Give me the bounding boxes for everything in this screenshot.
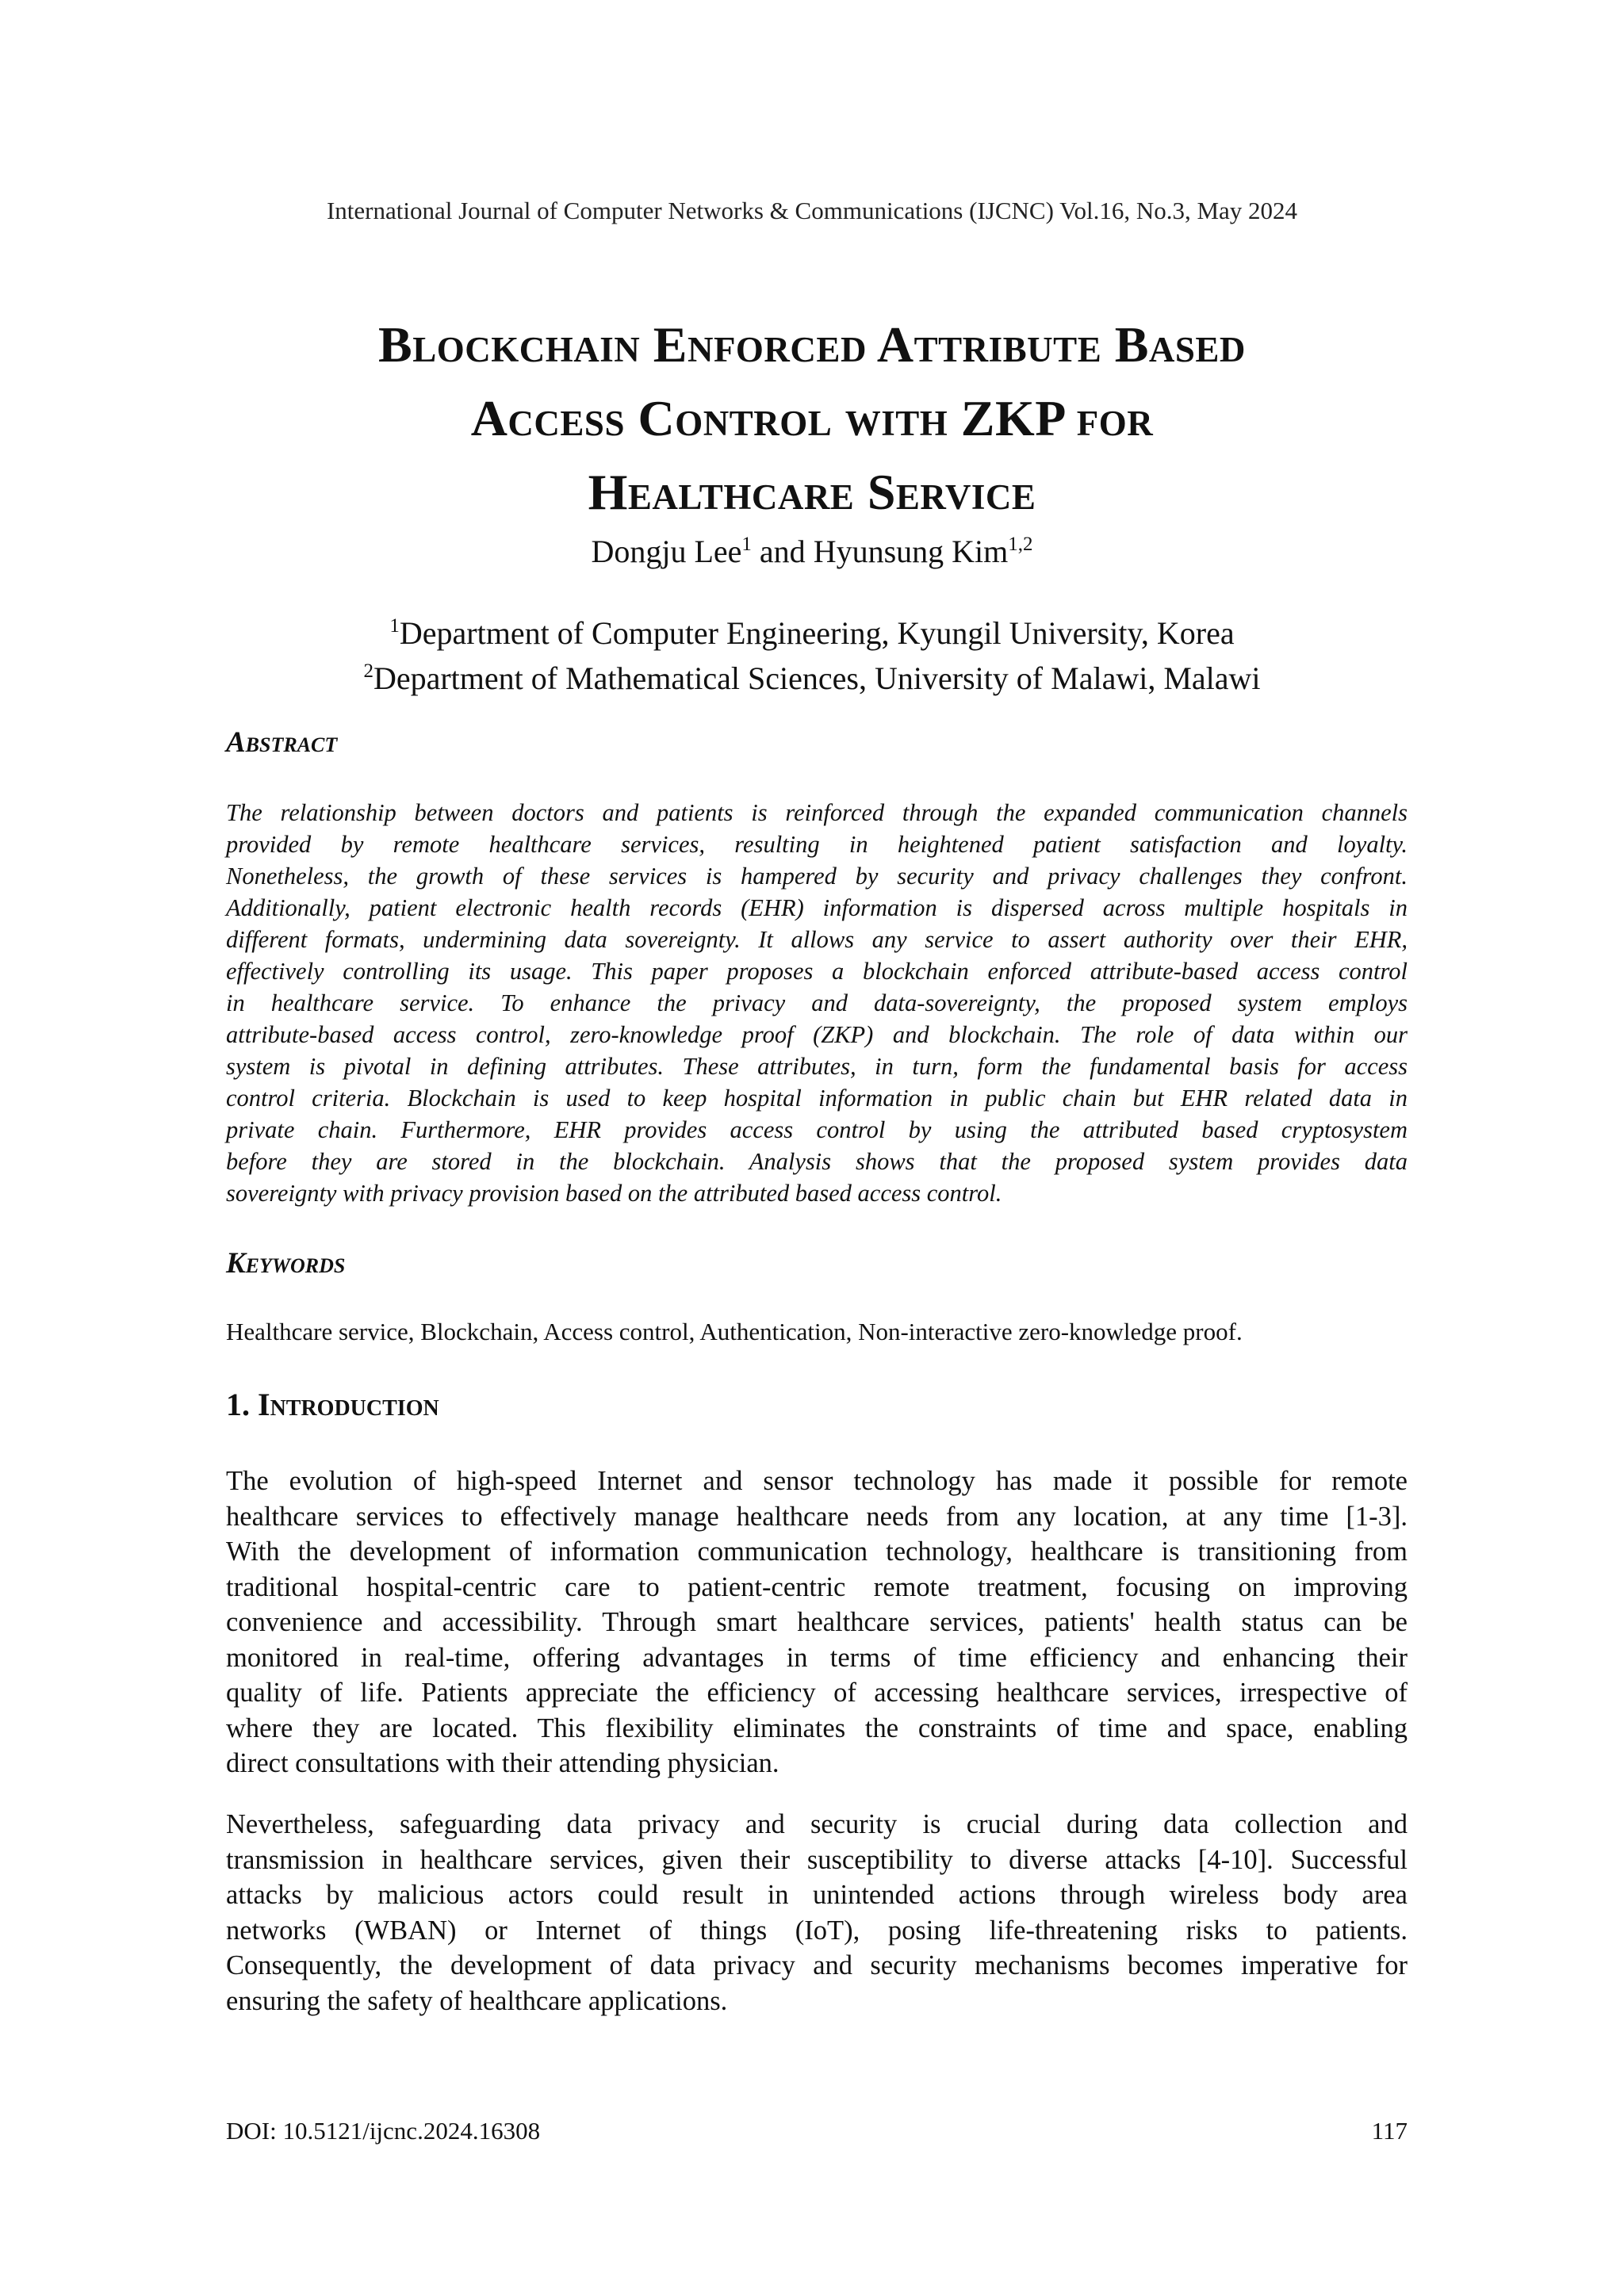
body-line: healthcare services to effectively manage healthcare needs from any location, at any time [1-3]. [226, 1501, 1408, 1532]
body-paragraph [226, 1807, 1408, 2019]
paper-title [143, 308, 1481, 529]
body-line: Consequently, the development of data privacy and security mechanisms becomes imperative for [226, 1950, 1408, 1980]
abstract-line: different formats, undermining data sovereignty. It allows any service to assert authority over their EHR, [226, 926, 1408, 953]
body-line: quality of life. Patients appreciate the efficiency of accessing healthcare services, irrespective of [226, 1678, 1408, 1708]
page-number: 117 [1371, 2117, 1408, 2145]
title-line: Access Control with ZKP for [470, 390, 1154, 446]
abstract-line: sovereignty with privacy provision based on the attributed based access control. [226, 1180, 1002, 1207]
author-affiliation-marker: 1,2 [1008, 534, 1033, 555]
body-line: The evolution of high-speed Internet and sensor technology has made it possible for remote [226, 1466, 1408, 1496]
body-line: where they are located. This flexibility eliminates the constraints of time and space, enabling [226, 1712, 1408, 1743]
author-name: Hyunsung Kim [813, 534, 1009, 569]
abstract-line: system is pivotal in defining attributes. These attributes, in turn, form the fundamental basis for access [226, 1053, 1408, 1080]
abstract-line: in healthcare service. To enhance the privacy and data-sovereignty, the proposed system employs [226, 989, 1408, 1016]
affiliation-text: Department of Computer Engineering, Kyungil University, Korea [399, 615, 1235, 651]
affiliations [0, 607, 1624, 698]
body-line: networks (WBAN) or Internet of things (IoT), posing life-threatening risks to patients. [226, 1915, 1408, 1946]
keywords-text: Healthcare service, Blockchain, Access control, Authentication, Non-interactive zero-knowledge proof. [226, 1318, 1243, 1345]
body-line: convenience and accessibility. Through smart healthcare services, patients' health status can be [226, 1607, 1408, 1637]
abstract-line: before they are stored in the blockchain. Analysis shows that the proposed system provides data [226, 1148, 1408, 1175]
affiliation-marker: 1 [389, 615, 400, 637]
author-list [0, 533, 1624, 570]
abstract-line: The relationship between doctors and patients is reinforced through the expanded communication channels [226, 799, 1408, 826]
affiliation [0, 607, 1624, 652]
abstract-heading: Abstract [226, 726, 338, 759]
body-line: transmission in healthcare services, given their susceptibility to diverse attacks [4-10]. Successful [226, 1844, 1408, 1875]
abstract-line: control criteria. Blockchain is used to keep hospital information in public chain but EHR related data in [226, 1085, 1408, 1112]
title-line: Healthcare Service [588, 464, 1036, 520]
keywords-heading: Keywords [226, 1247, 346, 1280]
running-header: International Journal of Computer Networks & Communications (IJCNC) Vol.16, No.3, May 2024 [326, 197, 1298, 224]
abstract-line: provided by remote healthcare services, resulting in heightened patient satisfaction and loyalty. [226, 831, 1408, 858]
author-name: Dongju Lee [591, 534, 742, 569]
body-line: ensuring the safety of healthcare applications. [226, 1985, 728, 2016]
author-connector: and [751, 534, 814, 569]
body-line: direct consultations with their attending physician. [226, 1748, 779, 1778]
abstract-line: private chain. Furthermore, EHR provides access control by using the attributed based cryptosystem [226, 1116, 1408, 1143]
body-line: traditional hospital-centric care to patient-centric remote treatment, focusing on improving [226, 1571, 1408, 1602]
doi-footer[interactable]: DOI: 10.5121/ijcnc.2024.16308 [226, 2117, 541, 2145]
body-line: attacks by malicious actors could result in unintended actions through wireless body area [226, 1880, 1408, 1910]
body-line: monitored in real-time, offering advantages in terms of time efficiency and enhancing their [226, 1642, 1408, 1673]
introduction-heading: 1. Introduction [226, 1387, 439, 1422]
body-line: With the development of information communication technology, healthcare is transitioning from [226, 1536, 1408, 1567]
abstract-line: attribute-based access control, zero-knowledge proof (ZKP) and blockchain. The role of data within our [226, 1021, 1408, 1048]
abstract-line: Additionally, patient electronic health records (EHR) information is dispersed across multiple hospitals in [226, 894, 1408, 921]
body-line: Nevertheless, safeguarding data privacy and security is crucial during data collection and [226, 1809, 1408, 1839]
title-line: Blockchain Enforced Attribute Based [378, 316, 1246, 373]
affiliation-text: Department of Mathematical Sciences, University of Malawi, Malawi [373, 660, 1261, 696]
affiliation-marker: 2 [363, 660, 373, 682]
abstract-line: effectively controlling its usage. This paper proposes a blockchain enforced attribute-based access control [226, 958, 1408, 985]
author-affiliation-marker: 1 [741, 534, 752, 555]
abstract-body [226, 797, 1408, 1209]
affiliation [0, 652, 1624, 698]
body-paragraph [226, 1464, 1408, 1781]
abstract-line: Nonetheless, the growth of these services is hampered by security and privacy challenges they confront. [226, 863, 1408, 890]
